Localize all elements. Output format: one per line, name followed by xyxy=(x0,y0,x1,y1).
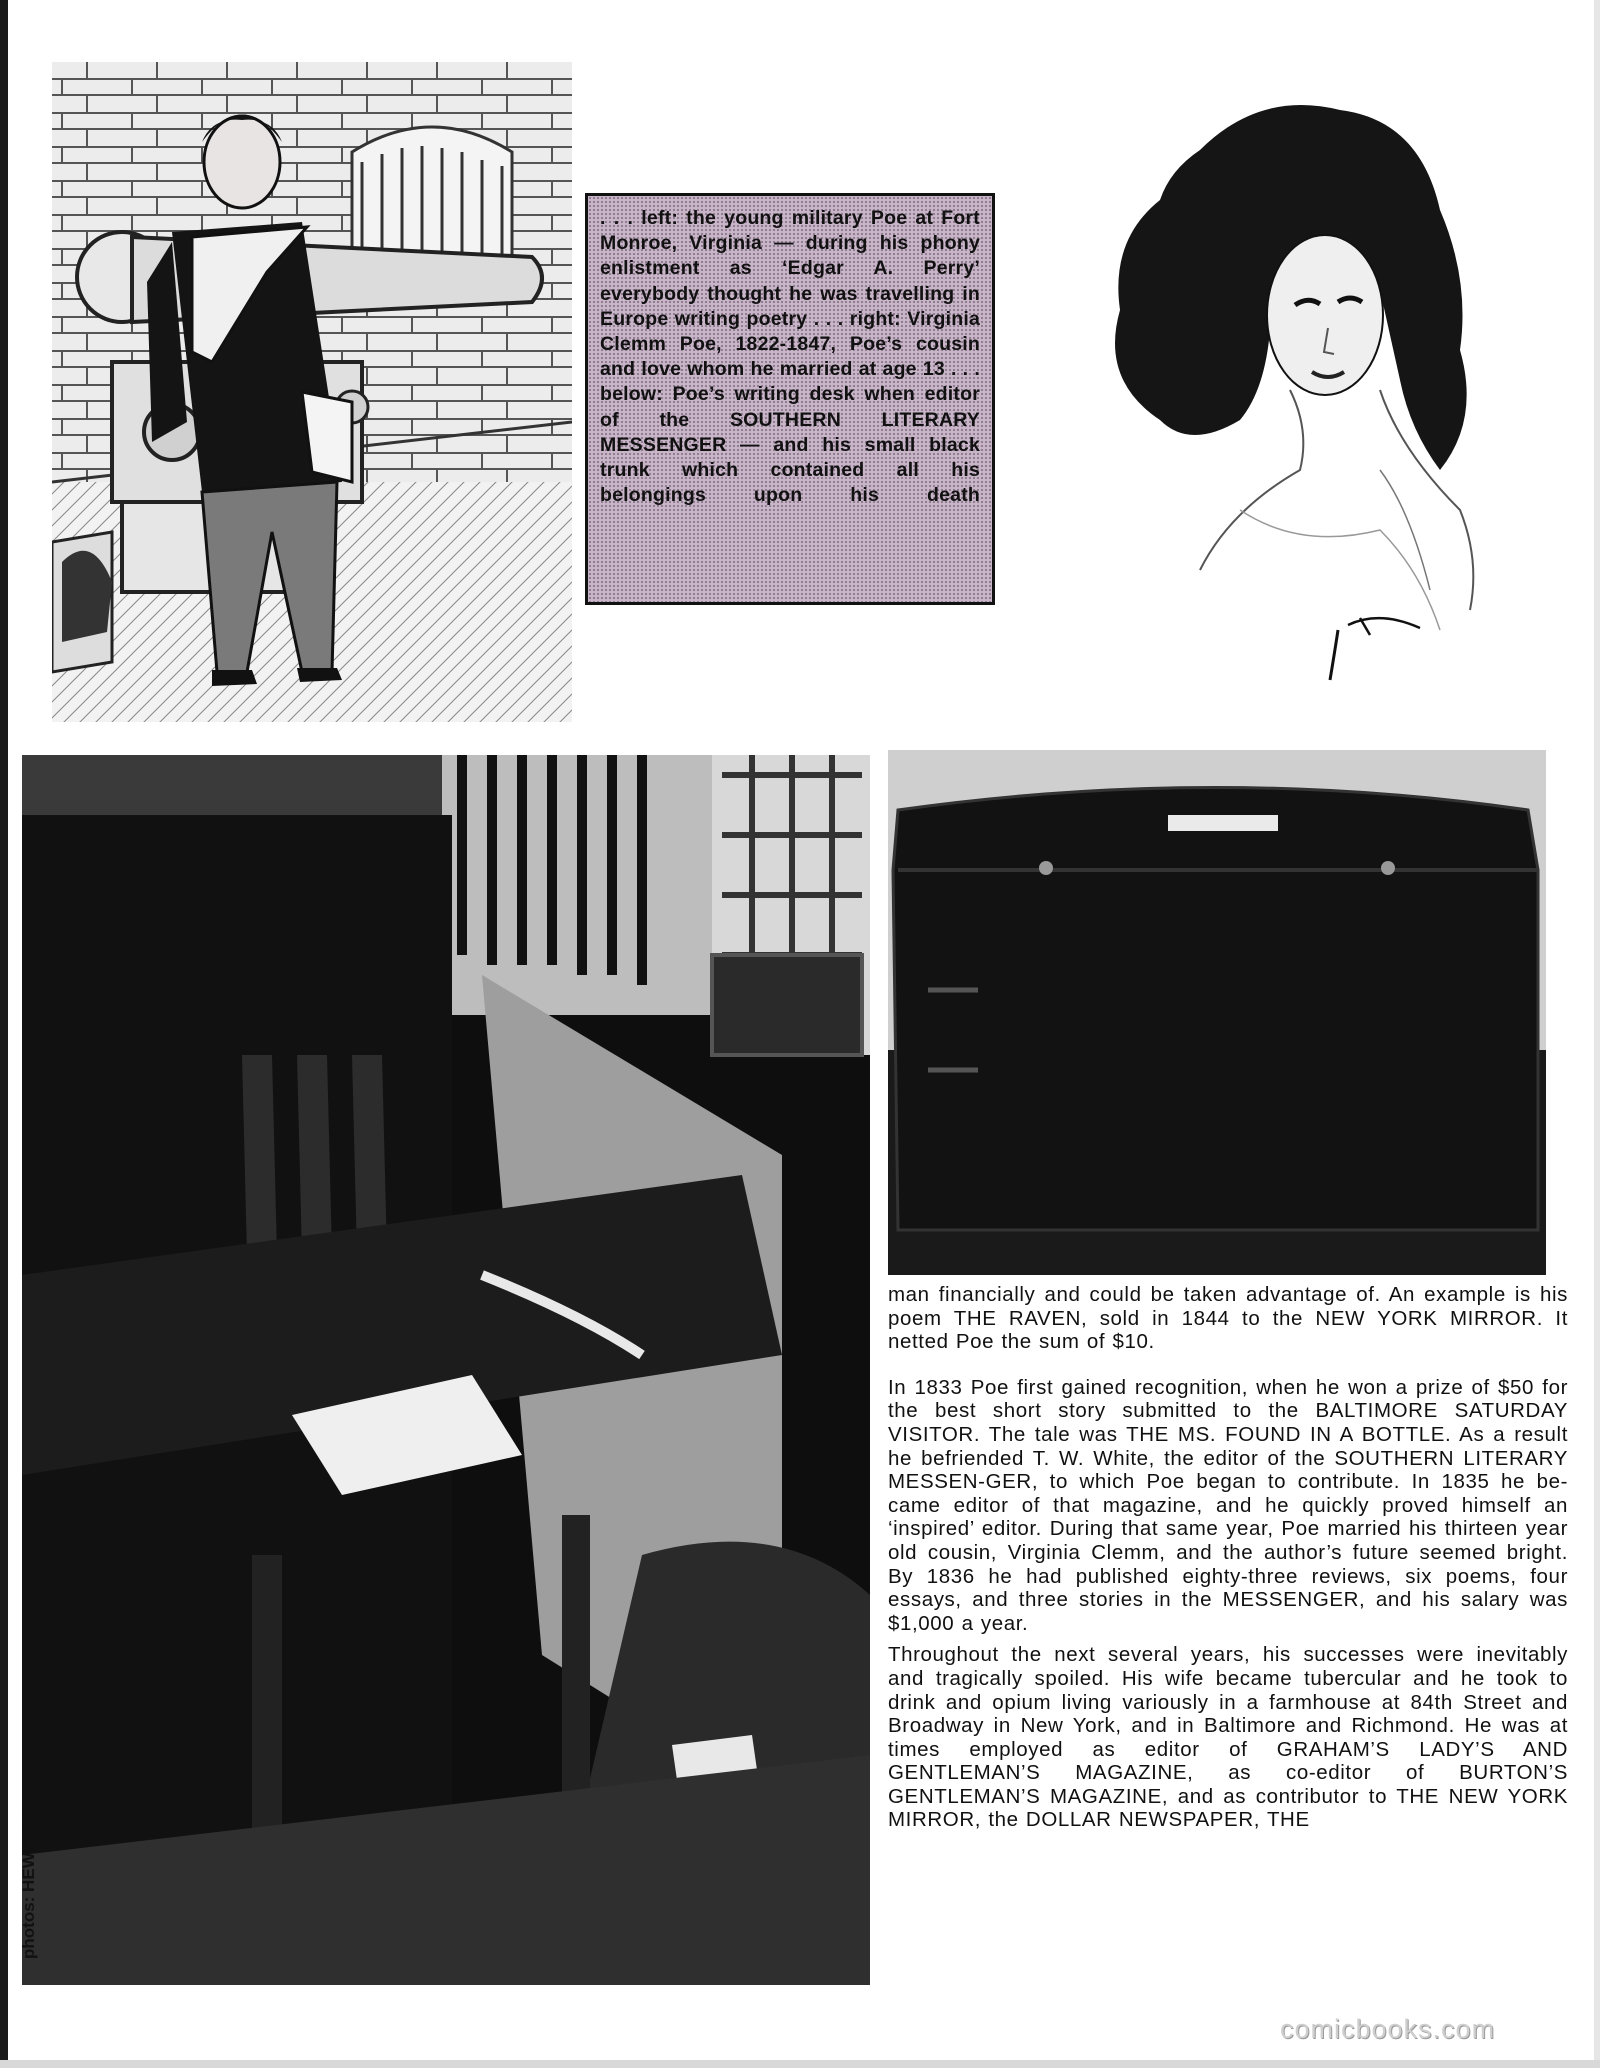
photo-credit: photos: HEWETSON xyxy=(19,1793,38,1959)
watermark: comicbooks.com xyxy=(1280,2014,1496,2044)
soldier-illustration xyxy=(52,62,572,722)
page-edge-right xyxy=(1594,0,1600,2068)
article-paragraph-1: man financially and could be taken advantage of. An example is his poem THE RAVEN, sold in 1844 to the NEW YORK MIRROR. It netted Poe the sum of $10. xyxy=(888,1283,1568,1354)
black-trunk-image xyxy=(888,750,1546,1275)
portrait-illustration xyxy=(1080,90,1540,690)
article-text xyxy=(888,1283,1568,1832)
portrait-drawing xyxy=(1080,90,1540,690)
writing-desk-image xyxy=(22,755,870,1985)
caption-text: . . . left: the young military Poe at Fort Monroe, Virginia — during his phony enlistment as ‘Edgar A. Perry’ everybody thought he was travelling in Europe writing poetry . . . right: Virginia Clemm Poe, 1822-1847, Poe’s cousin and love whom he married at age 13 . . . below: Poe’s writing desk when editor of the SOUTHERN LITERARY MESSENGER — and his small black trunk which contained all his belongings upon his death xyxy=(600,207,980,507)
writing-desk-photo xyxy=(22,755,870,1985)
caption-box xyxy=(585,193,995,605)
page-edge-left xyxy=(0,0,8,2068)
black-trunk-photo xyxy=(888,750,1546,1275)
article-paragraph-2: In 1833 Poe first gained recognition, when he won a prize of $50 for the best short story submitted to the BALTIMORE SATURDAY VISITOR. The tale was THE MS. FOUND IN A BOTTLE. As a result he befriended T. W. White, the editor of the SOUTHERN LITERARY MESSEN-GER, to which Poe began to contribute. In 1835 he be-came editor of that magazine, and he quickly proved himself an ‘inspired’ editor. During that same year, Poe married his thirteen year old cousin, Virginia Clemm, and the author’s future seemed bright. By 1836 he had published eighty-three reviews, six poems, four essays, and three stories in the MESSENGER, and his salary was $1,000 a year. xyxy=(888,1375,1568,1635)
article-paragraph-3: Throughout the next several years, his successes were inevitably and tragically spoiled. His wife became tubercular and he took to drink and opium living variously in a farmhouse at 84th Street and Broadway in New York, and in Baltimore and Richmond. He was at times employed as editor of GRAHAM’S LADY’S AND GENTLEMAN’S MAGAZINE, as co-editor of BURTON’S GENTLEMAN’S MAGAZINE, and as contributor to THE NEW YORK MIRROR, the DOLLAR NEWSPAPER, THE xyxy=(888,1643,1568,1832)
page-edge-bottom xyxy=(0,2060,1600,2068)
soldier-drawing xyxy=(52,62,572,722)
